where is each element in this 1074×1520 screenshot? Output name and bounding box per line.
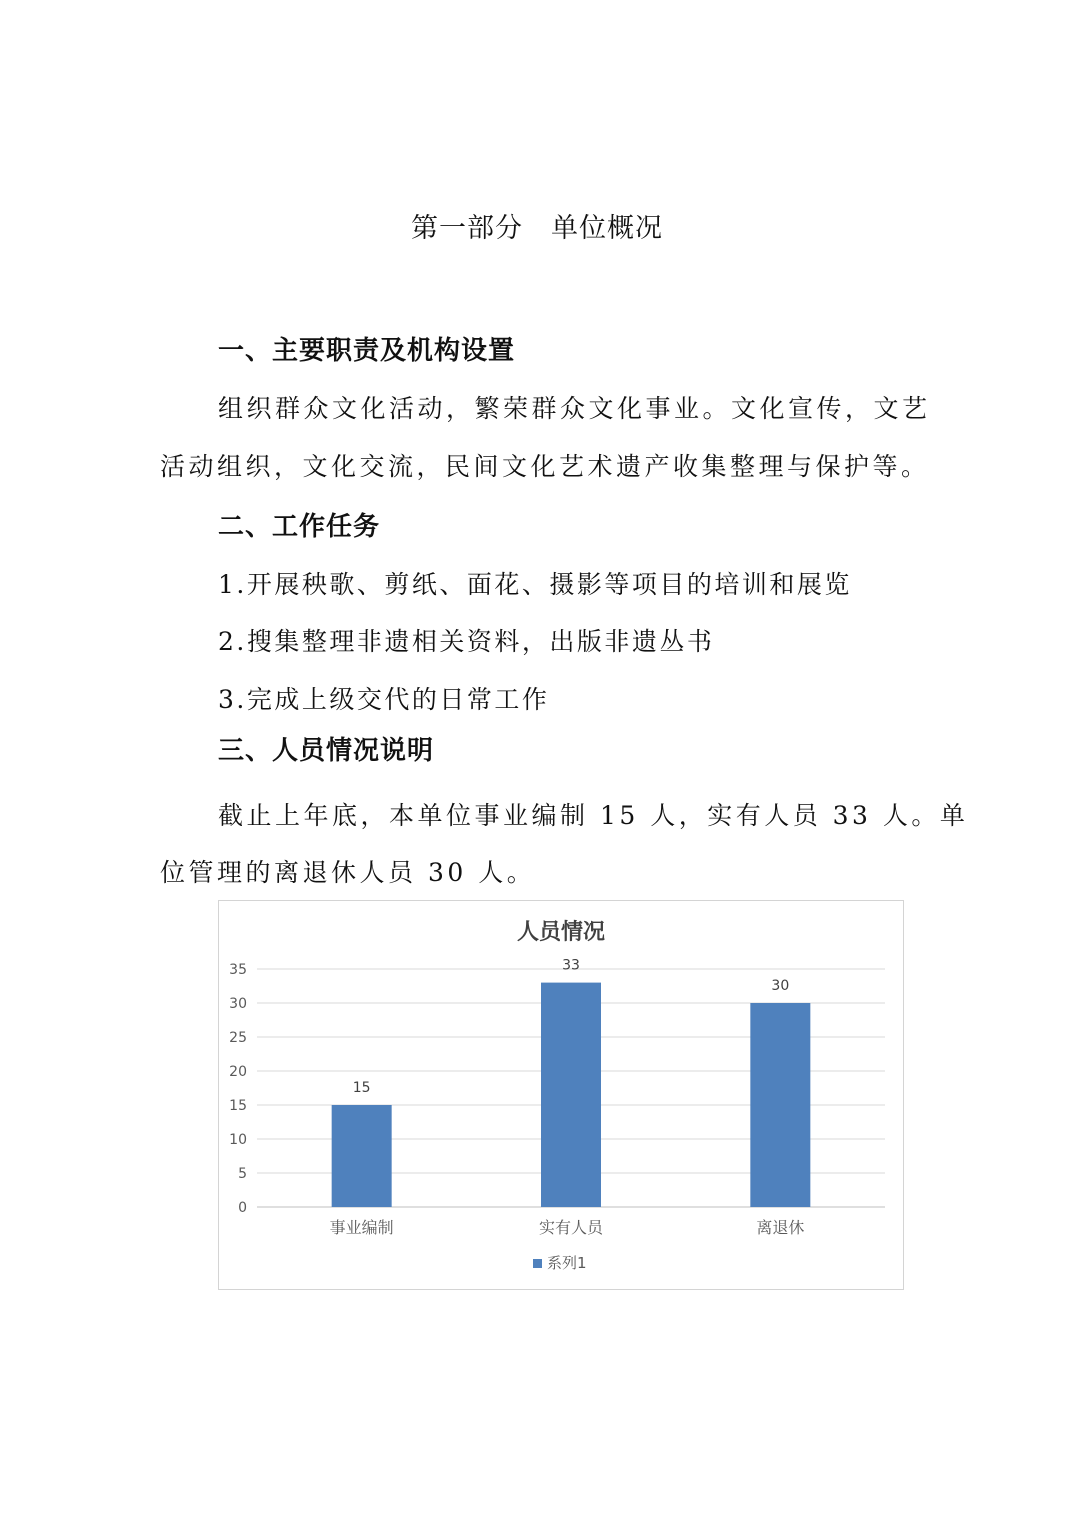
section-heading-staff: 三、人员情况说明: [218, 736, 435, 766]
legend-label: 系列1: [547, 1254, 587, 1272]
staff-text-line-1: 截止上年底，本单位事业编制 15 人，实有人员 33 人。单: [218, 801, 969, 830]
data-label-1: 15: [352, 1080, 371, 1096]
y-tick-label: 10: [229, 1132, 247, 1148]
section-heading-tasks: 二、工作任务: [218, 512, 381, 542]
data-label-2: 33: [562, 957, 580, 974]
legend-swatch: [533, 1259, 542, 1268]
staff-text-line-2: 位管理的离退休人员 30 人。: [160, 858, 536, 887]
x-category-label-1: 事业编制: [329, 1218, 394, 1237]
chart-title: 人员情况: [516, 920, 606, 945]
y-tick-label: 20: [229, 1064, 247, 1080]
data-label-3: 30: [771, 978, 790, 994]
y-tick-label: 5: [238, 1166, 247, 1182]
bar-2: [541, 983, 601, 1207]
page-title: 第一部分 单位概况: [411, 213, 663, 244]
duties-text-line-2: 活动组织，文化交流，民间文化艺术遗产收集整理与保护等。: [160, 452, 930, 481]
y-tick-label: 30: [229, 996, 247, 1012]
bar-1: [332, 1105, 392, 1207]
bar-chart-svg: [219, 901, 903, 1289]
y-tick-label: 25: [229, 1030, 247, 1046]
task-item-3: 3.完成上级交代的日常工作: [218, 685, 550, 714]
task-item-1: 1.开展秧歌、剪纸、面花、摄影等项目的培训和展览: [218, 570, 852, 599]
chart-bars: [332, 958, 811, 1207]
duties-text-line-1: 组织群众文化活动，繁荣群众文化事业。文化宣传，文艺: [218, 394, 931, 423]
x-category-label-3: 离退休: [756, 1218, 805, 1237]
y-tick-label: 15: [229, 1098, 247, 1114]
staff-chart: [218, 900, 904, 1290]
task-item-2: 2.搜集整理非遗相关资料，出版非遗丛书: [218, 627, 715, 656]
y-tick-label: 35: [229, 962, 247, 978]
y-tick-label: 0: [238, 1200, 247, 1216]
bar-3: [750, 1003, 810, 1207]
section-heading-duties: 一、主要职责及机构设置: [218, 336, 516, 366]
chart-legend: [533, 1254, 587, 1272]
x-category-label-2: 实有人员: [538, 1218, 604, 1237]
